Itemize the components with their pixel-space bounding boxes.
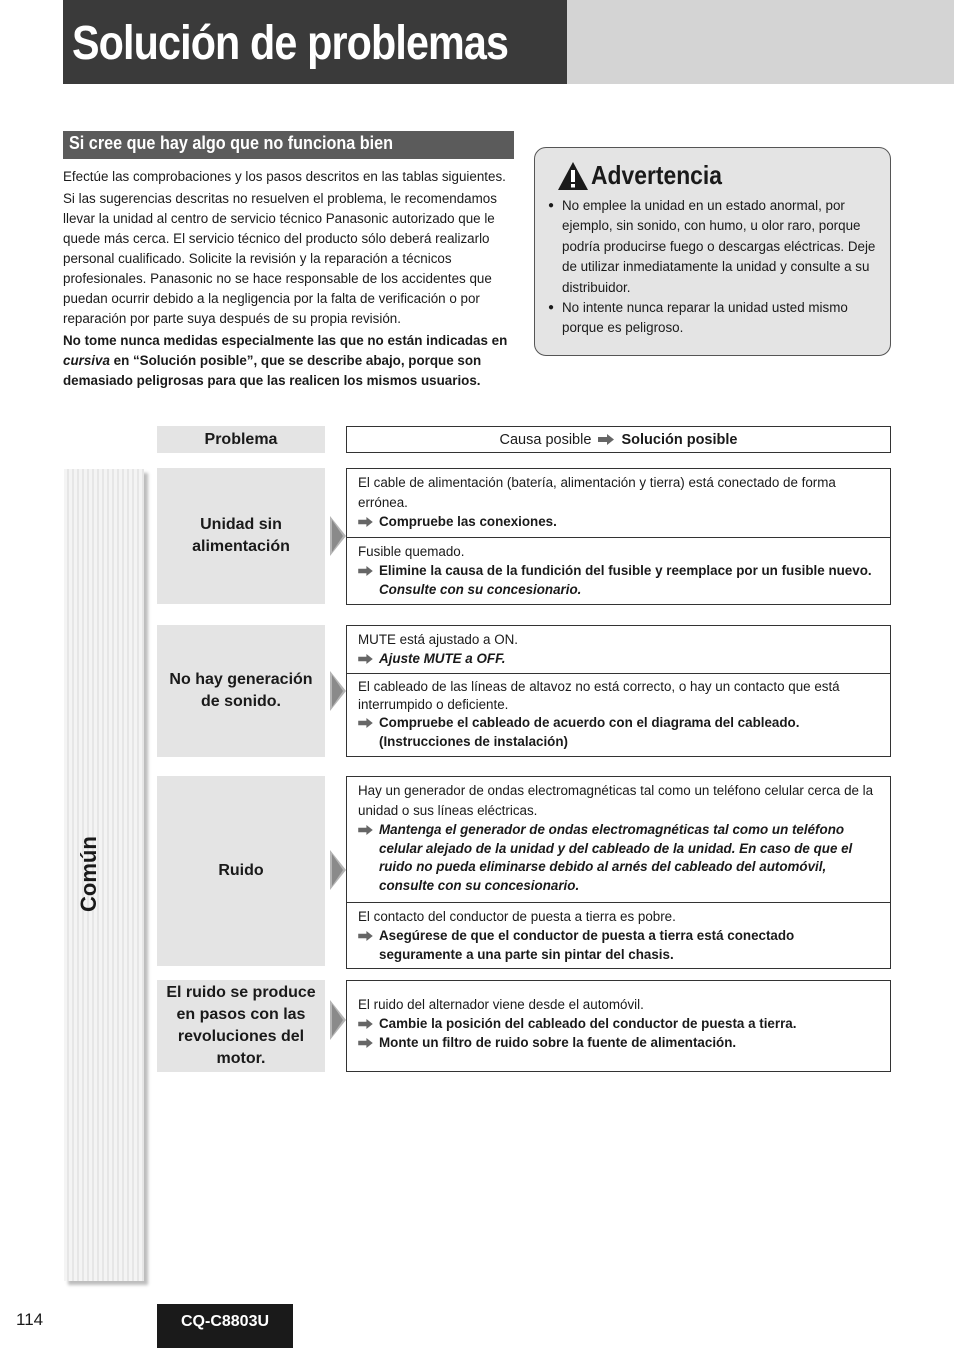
warning-title: Advertencia xyxy=(557,160,740,191)
solution-text: Mantenga el generador de ondas electromagnéticas tal como un teléfono celular alejado de la unidad y del cableado de la unidad. En caso de que el ruido no pueda eliminarse debido al arnés del cableado del automóvil, consulte con su concesionario. xyxy=(358,821,880,895)
column-header-cause-solution: Causa posible Solución posible xyxy=(346,426,891,453)
intro-warning-paragraph: No tome nunca medidas especialmente las que no están indicadas en cursiva en “Solución posible”, que se describe abajo, porque son demasiado peligrosas para que las realicen los mismos usuarios. xyxy=(63,333,508,388)
warning-item: ● No intente nunca reparar la unidad usted mismo porque es peligroso. xyxy=(548,298,883,339)
arrow-right-icon xyxy=(358,1019,373,1029)
intro-paragraph-2: Si las sugerencias descritas no resuelven el problema, le recomendamos llevar la unidad al centro de servicio técnico Panasonic autorizado que le quede más cerca. El servicio técnico del producto sólo deberá realizarlo personal cualificado. Solicite la revisión y la reparación a técnicos profesionales. Panasonic no se hace responsable de los accidentes que puedan ocurrir debido a la negligencia por la falta de verificación o por reparación por parte suya después de su propia revisión. xyxy=(63,191,497,326)
cause-cell: El ruido del alternador viene desde el automóvil. Cambie la posición del cableado del conductor de puesta a tierra. Monte un filtro de ruido sobre la fuente de alimentación. xyxy=(347,981,890,1056)
arrow-right-icon xyxy=(358,517,373,527)
warning-triangle-icon xyxy=(557,161,589,191)
arrow-right-icon xyxy=(598,434,614,445)
solution-text: Monte un filtro de ruido sobre la fuente de alimentación. xyxy=(358,1034,880,1053)
intro-text xyxy=(63,167,515,393)
arrow-right-icon xyxy=(358,566,373,576)
cause-cell: El contacto del conductor de puesta a tierra es pobre. Asegúrese de que el conductor de puesta a tierra está conectado seguramente a una parte sin pintar del chasis. xyxy=(347,903,890,968)
title-bar-extension xyxy=(567,0,954,84)
warning-item: ● No emplee la unidad en un estado anormal, por ejemplo, sin sonido, con humo, u olor raro, porque podría producirse fuego o descargas eléctricas. Deje de utilizar inmediatamente la unidad y consulte a su distribuidor. xyxy=(548,196,883,298)
solution-text: Cambie la posición del cableado del conductor de puesta a tierra. xyxy=(358,1015,880,1034)
intro-paragraph-1: Efectúe las comprobaciones y los pasos descritos en las tablas siguientes. xyxy=(63,169,506,184)
solution-text: Ajuste MUTE a OFF. xyxy=(358,650,880,669)
cause-cell: MUTE está ajustado a ON. Ajuste MUTE a OFF. xyxy=(347,626,890,674)
pointer-arrow-icon xyxy=(330,516,346,556)
arrow-right-icon xyxy=(358,825,373,835)
arrow-right-icon xyxy=(358,931,373,941)
pointer-arrow-icon xyxy=(330,1000,346,1040)
solution-text: Elimine la causa de la fundición del fusible y reemplace por un fusible nuevo. Consulte con su concesionario. xyxy=(358,562,880,599)
section-heading: Si cree que hay algo que no funciona bien xyxy=(63,131,514,159)
column-header-problem: Problema xyxy=(157,426,325,453)
problem-cell: No hay generación de sonido. xyxy=(157,625,325,757)
cause-solution-box xyxy=(346,625,891,757)
arrow-right-icon xyxy=(358,1038,373,1048)
solution-text: Asegúrese de que el conductor de puesta a tierra está conectado seguramente a una parte sin pintar del chasis. xyxy=(358,927,880,964)
side-tab-label: Común xyxy=(76,836,101,912)
arrow-right-icon xyxy=(358,654,373,664)
solution-text: Compruebe el cableado de acuerdo con el diagrama del cableado. (Instrucciones de instalación) xyxy=(358,714,880,751)
pointer-arrow-icon xyxy=(330,671,346,711)
problem-cell: Ruido xyxy=(157,776,325,966)
solution-text: Compruebe las conexiones. xyxy=(358,513,880,532)
cause-cell: El cableado de las líneas de altavoz no está correcto, o hay un contacto que está interrumpido o deficiente. Compruebe el cableado de acuerdo con el diagrama del cableado. (Instrucciones de instalación) xyxy=(347,674,890,755)
arrow-right-icon xyxy=(358,718,373,728)
cause-cell: El cable de alimentación (batería, alimentación y tierra) está conectado de forma errónea. Compruebe las conexiones. xyxy=(347,469,890,538)
model-number-badge: CQ-C8803U xyxy=(157,1304,293,1348)
warning-box xyxy=(534,147,891,356)
problem-cell: Unidad sin alimentación xyxy=(157,468,325,604)
cause-solution-box xyxy=(346,980,891,1072)
warning-list xyxy=(548,196,883,339)
cause-cell: Hay un generador de ondas electromagnéticas tal como un teléfono celular cerca de la unidad o sus líneas eléctricas. Mantenga el generador de ondas electromagnéticas tal como un teléfono celular alejado de la unidad y del cableado de la unidad. En caso de que el ruido no pueda eliminarse debido al arnés del cableado del automóvil, consulte con su concesionario. xyxy=(347,777,890,903)
cause-solution-box xyxy=(346,776,891,969)
cause-cell: Fusible quemado. Elimine la causa de la fundición del fusible y reemplace por un fusible nuevo. Consulte con su concesionario. xyxy=(347,538,890,603)
cause-solution-box xyxy=(346,468,891,605)
pointer-arrow-icon xyxy=(330,850,346,890)
page-number: 114 xyxy=(16,1310,44,1329)
page-title: Solución de problemas xyxy=(72,17,509,70)
problem-cell: El ruido se produce en pasos con las revoluciones del motor. xyxy=(157,980,325,1072)
